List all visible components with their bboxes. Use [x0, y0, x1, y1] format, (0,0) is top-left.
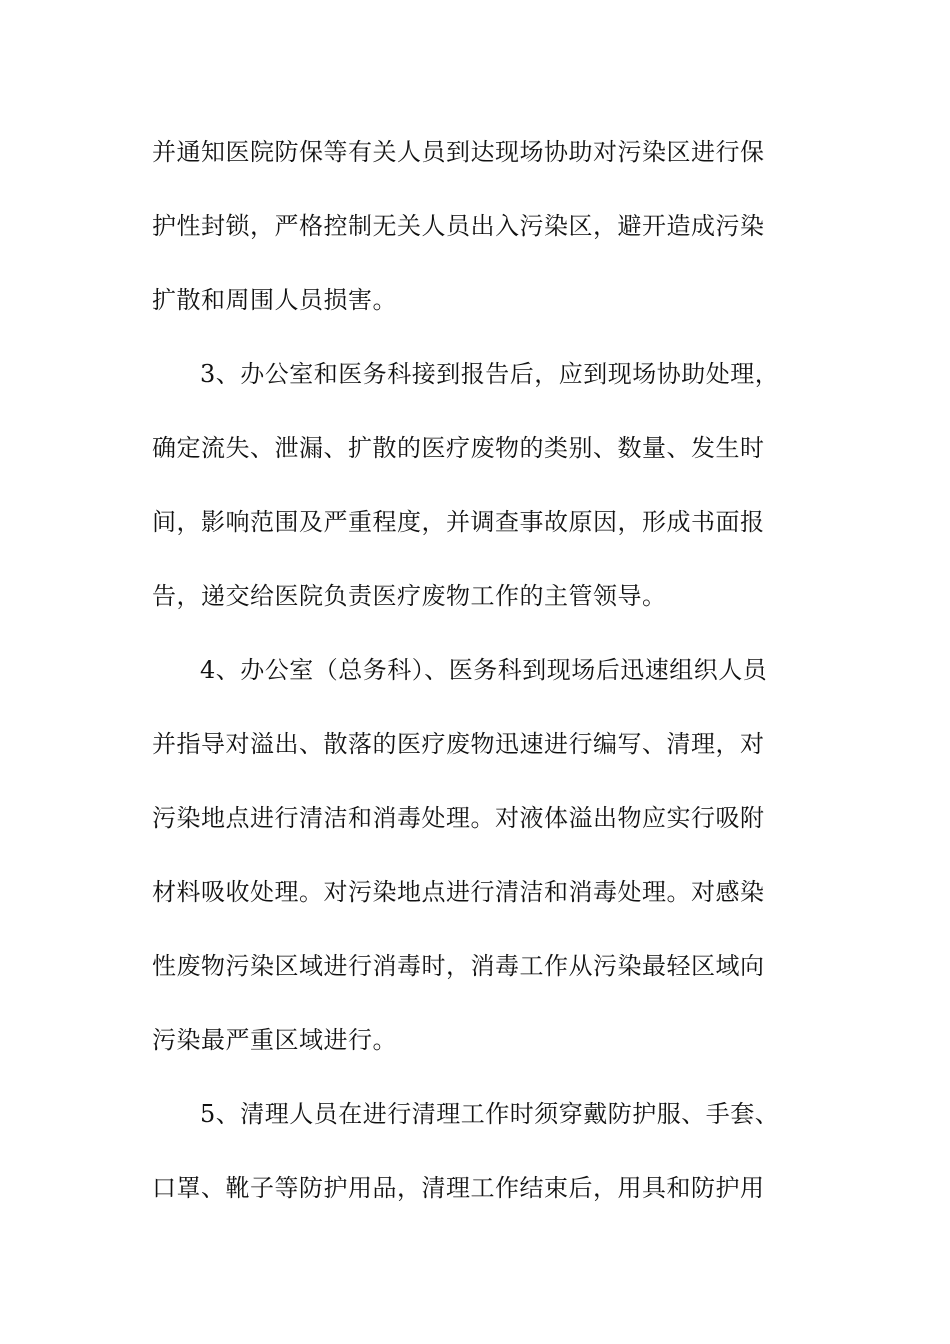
text-line: 污染地点进行清洁和消毒处理。对液体溢出物应实行吸附 [152, 804, 765, 832]
text-line: 材料吸收处理。对污染地点进行清洁和消毒处理。对感染 [152, 878, 765, 906]
text-line: 口罩、靴子等防护用品，清理工作结束后，用具和防护用 [152, 1174, 765, 1202]
paragraph-3-start: 3、办公室和医务科接到报告后，应到现场协助处理， [200, 360, 780, 388]
text-line: 告，递交给医院负责医疗废物工作的主管领导。 [152, 582, 667, 610]
text-line: 并指导对溢出、散落的医疗废物迅速进行编写、清理，对 [152, 730, 765, 758]
paragraph-5-start: 5、清理人员在进行清理工作时须穿戴防护服、手套、 [200, 1100, 780, 1128]
text-line: 确定流失、泄漏、扩散的医疗废物的类别、数量、发生时 [152, 434, 765, 462]
text-line: 扩散和周围人员损害。 [152, 286, 397, 314]
text-line: 污染最严重区域进行。 [152, 1026, 397, 1054]
paragraph-4-start: 4、办公室（总务科）、医务科到现场后迅速组织人员 [200, 656, 768, 684]
text-line: 并通知医院防保等有关人员到达现场协助对污染区进行保 [152, 138, 765, 166]
text-line: 间，影响范围及严重程度，并调查事故原因，形成书面报 [152, 508, 765, 536]
text-line: 性废物污染区域进行消毒时，消毒工作从污染最轻区域向 [152, 952, 765, 980]
text-line: 护性封锁，严格控制无关人员出入污染区，避开造成污染 [152, 212, 765, 240]
